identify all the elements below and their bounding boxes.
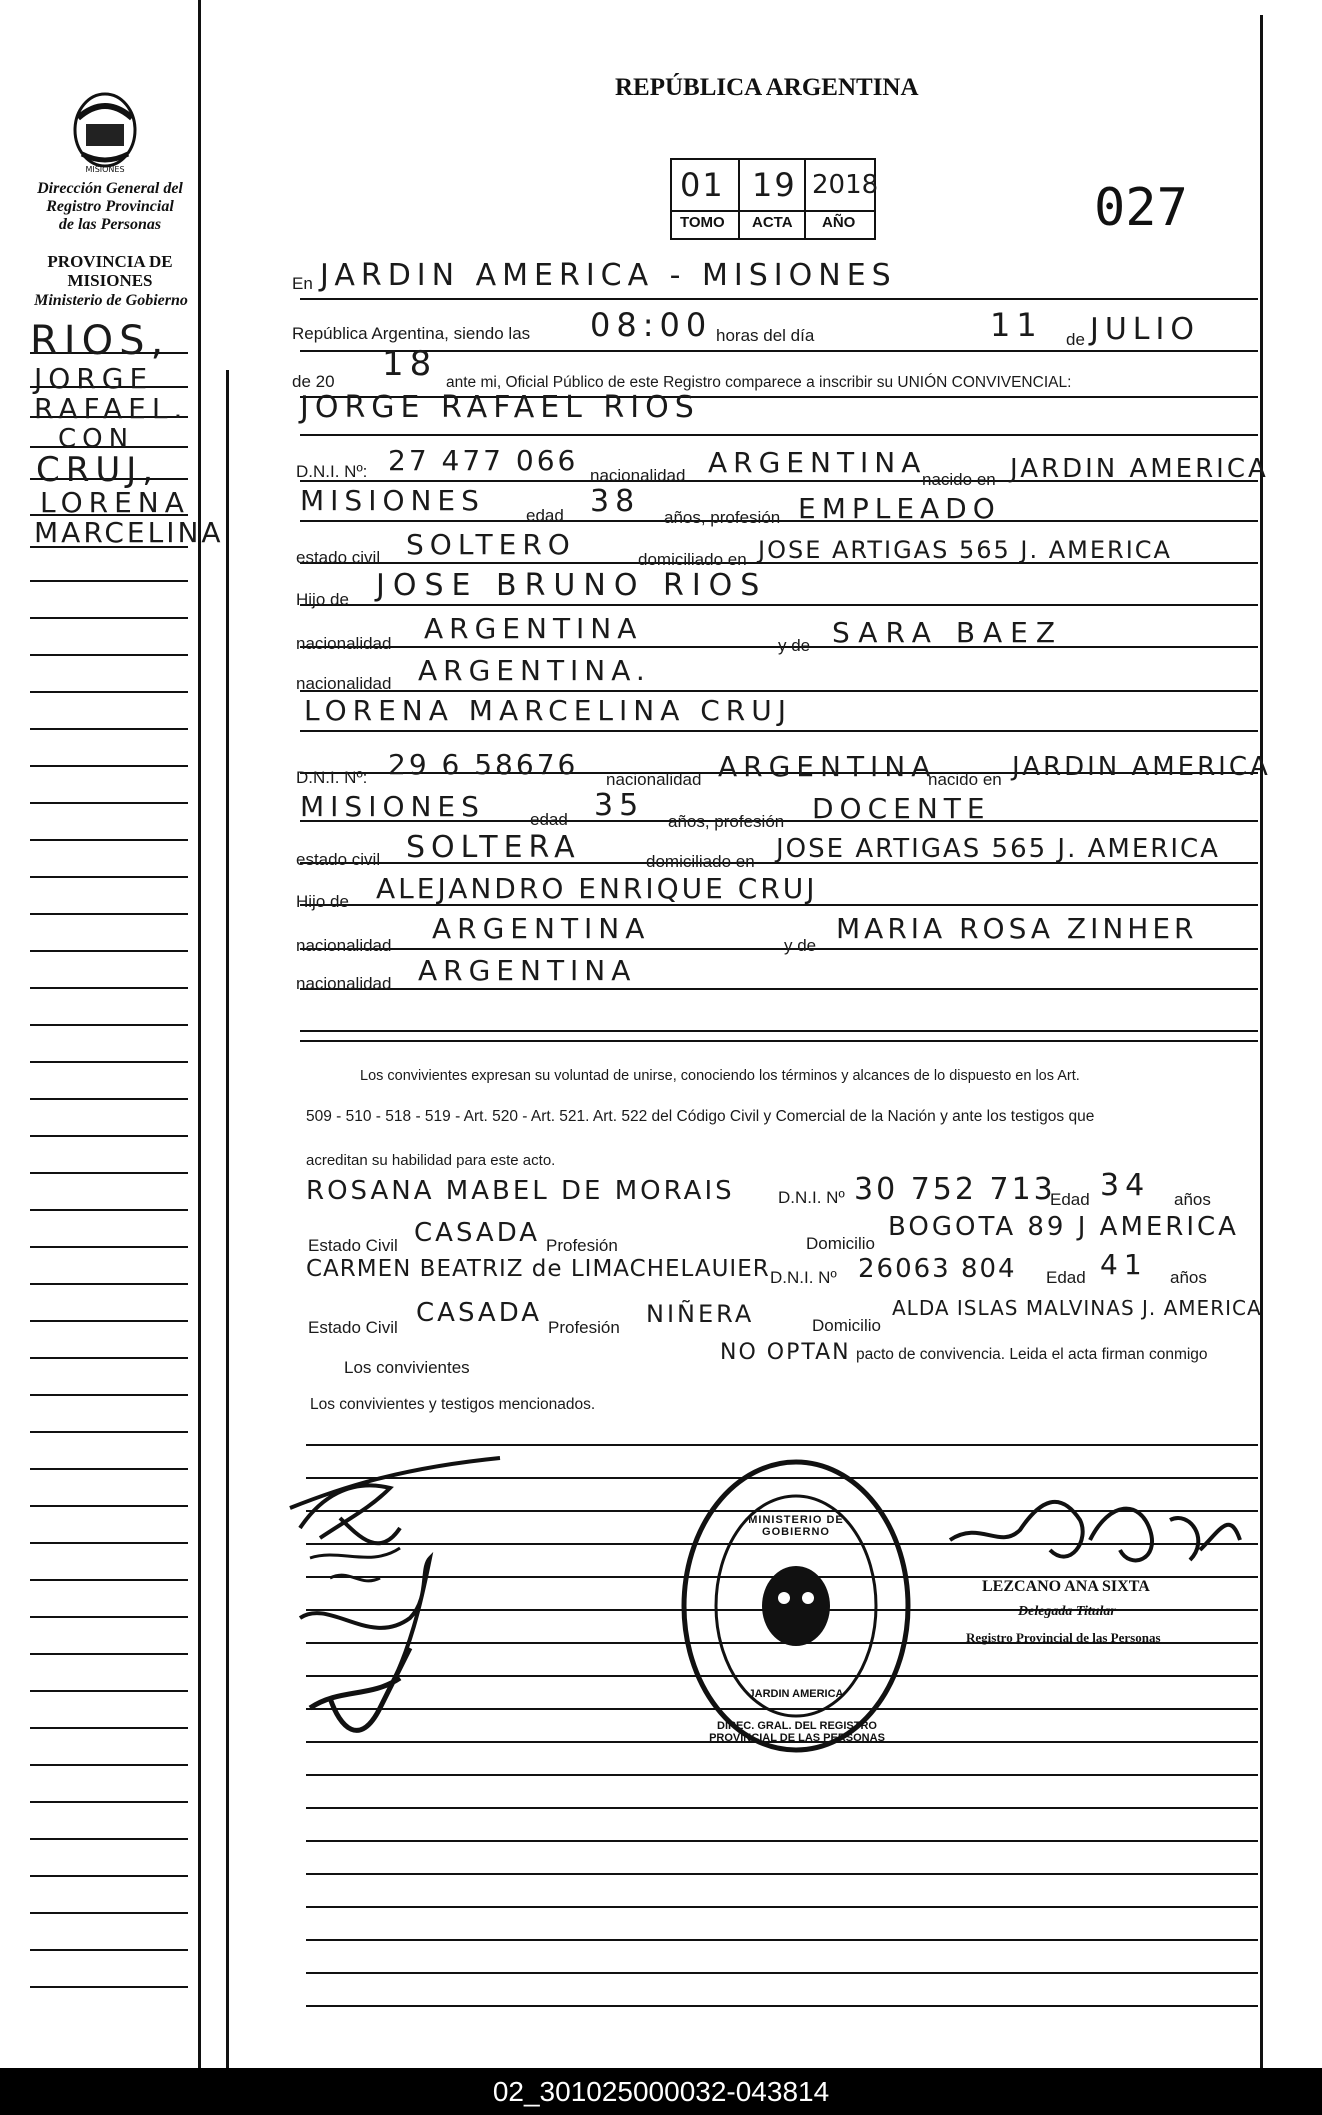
margin-name-5: CRUJ, [36, 450, 160, 490]
p2-father-nat: ARGENTINA [432, 912, 651, 945]
w2-estado-label: Estado Civil [308, 1318, 398, 1337]
w2-dni-label: D.N.I. Nº [770, 1268, 837, 1287]
margin-name-7: MARCELINA [34, 516, 224, 549]
p2-dom-label: domiciliado en [646, 852, 755, 871]
declaration-line2: 509 - 510 - 518 - 519 - Art. 520 - Art. 521. Art. 522 del Código Civil y Comercial de la Nación y ante los testigos que [306, 1108, 1095, 1125]
official-stamp [676, 1456, 916, 1761]
ano-value: 2018 [812, 170, 879, 200]
official-name: LEZCANO ANA SIXTA [982, 1578, 1150, 1595]
p1-hijo-label: Hijo de [296, 590, 349, 609]
form-rule [306, 2005, 1258, 2007]
ano-label: AÑO [822, 214, 856, 231]
margin-name-3: RAFAEL. [34, 392, 189, 425]
p1-nationality: ARGENTINA [708, 446, 927, 479]
margin-rule [30, 580, 188, 582]
p1-profession: EMPLEADO [798, 492, 1001, 525]
w1-dni: 30 752 713 [854, 1172, 1056, 1207]
w1-dni-label: D.N.I. Nº [778, 1188, 845, 1207]
stamp-inner: MINISTERIO DE GOBIERNO [748, 1514, 844, 1538]
margin-rule [30, 1098, 188, 1100]
stamp-city: JARDIN AMERICA [748, 1688, 844, 1700]
margin-rule [30, 987, 188, 989]
p2-nacido-label: nacido en [928, 770, 1002, 789]
w1-anos-label: años [1174, 1190, 1211, 1209]
p1-address: JOSE ARTIGAS 565 J. AMERICA [758, 536, 1172, 564]
day-value: 11 [990, 306, 1043, 344]
de20-label: de 20 [292, 372, 335, 391]
p1-dom-label: domiciliado en [638, 550, 747, 569]
registry-box [670, 158, 879, 240]
margin-rule [30, 1172, 188, 1174]
form-rule [300, 350, 1258, 352]
w2-anos-label: años [1170, 1268, 1207, 1287]
month-value: JULIO [1090, 312, 1200, 347]
form-rule [300, 1040, 1258, 1042]
p2-profession: DOCENTE [812, 792, 991, 825]
p2-prof-label: años, profesión [668, 812, 785, 831]
margin-rule [30, 1468, 188, 1470]
p2-estado-label: estado civil [296, 850, 381, 869]
left-border [198, 0, 201, 2068]
w1-prof-label: Profesión [546, 1236, 618, 1255]
form-rule [300, 730, 1258, 732]
tomo-value: 01 [680, 166, 725, 204]
optan-value: NO OPTAN [720, 1340, 851, 1365]
margin-rule [30, 1246, 188, 1248]
margin-rule [30, 1616, 188, 1618]
form-rule [306, 1774, 1258, 1776]
year-value: 18 [382, 344, 438, 384]
p1-prof-label: años, profesión [664, 508, 781, 527]
margin-rule [30, 1431, 188, 1433]
place-value: JARDIN AMERICA - MISIONES [320, 258, 897, 293]
sidebar-province-line2: MISIONES [67, 271, 153, 290]
form-rule [300, 434, 1258, 436]
margin-rule [30, 1320, 188, 1322]
sidebar-office-line1: Dirección General del [37, 180, 183, 197]
margin-rule [30, 1024, 188, 1026]
closing-line2: Los convivientes y testigos mencionados. [310, 1396, 596, 1413]
p2-nationality: ARGENTINA [718, 750, 937, 783]
p1-partner-name: LORENA MARCELINA CRUJ [304, 694, 793, 727]
p1-age: 38 [590, 484, 641, 519]
p1-mother: SARA BAEZ [832, 616, 1064, 649]
time-value: 08:00 [590, 306, 713, 344]
margin-rule [30, 839, 188, 841]
sidebar-province-line1: PROVINCIA DE [47, 252, 173, 271]
w1-estado-label: Estado Civil [308, 1236, 398, 1255]
p1-born-cont: MISIONES [300, 484, 485, 517]
ante-text: ante mi, Oficial Público de este Registro comparece a inscribir su UNIÓN CONVIVENCIAL: [446, 374, 1072, 391]
w2-address: ALDA ISLAS MALVINAS J. AMERICA [892, 1296, 1262, 1320]
form-rule [306, 1939, 1258, 1941]
p1-nacido-label: nacido en [922, 470, 996, 489]
w1-age: 34 [1100, 1168, 1151, 1203]
form-rule [306, 1873, 1258, 1875]
form-rule [300, 690, 1258, 692]
p1-father-nat: ARGENTINA [424, 612, 643, 645]
w2-dom-label: Domicilio [812, 1316, 881, 1335]
p2-civil-status: SOLTERA [406, 830, 581, 865]
p1-yde-label: y de [778, 636, 811, 655]
document-code: 02_301025000032-043814 [0, 2068, 1322, 2115]
margin-rule [30, 1135, 188, 1137]
w2-edad-label: Edad [1046, 1268, 1086, 1287]
p1-fnac-label: nacionalidad [296, 634, 392, 653]
form-rule [300, 298, 1258, 300]
form-rule [306, 1444, 1258, 1446]
w2-prof-label: Profesión [548, 1318, 620, 1337]
margin-rule [30, 1727, 188, 1729]
form-rule [300, 948, 1258, 950]
de-label: de [1066, 330, 1085, 349]
margin-rule [30, 691, 188, 693]
p2-address: JOSE ARTIGAS 565 J. AMERICA [776, 834, 1220, 864]
form-rule [306, 1807, 1258, 1809]
margin-rule [30, 913, 188, 915]
p2-mother-nat: ARGENTINA [418, 954, 637, 987]
p2-nac-label: nacionalidad [606, 770, 702, 789]
margin-rule [30, 1875, 188, 1877]
margin-rule [30, 1912, 188, 1914]
en-label: En [292, 274, 313, 293]
w2-dni: 26063 804 [858, 1254, 1017, 1284]
right-border [1260, 15, 1263, 2068]
p1-civil-status: SOLTERO [406, 528, 576, 561]
margin-name-1: RIOS, [30, 318, 170, 364]
p2-born-cont: MISIONES [300, 790, 485, 823]
margin-name-4: CON [58, 424, 135, 454]
form-rule [306, 1840, 1258, 1842]
official-title: Delegada Titular [1018, 1604, 1116, 1619]
p2-mnac-label: nacionalidad [296, 974, 392, 993]
p1-born-in: JARDIN AMERICA [1010, 454, 1269, 484]
margin-rule [30, 1283, 188, 1285]
sidebar-ministry: Ministerio de Gobierno [34, 292, 188, 309]
w2-name: CARMEN BEATRIZ de LIMACHELAUIER [306, 1256, 770, 1282]
margin-rule [30, 1394, 188, 1396]
pacto-text: pacto de convivencia. Leida el acta firman conmigo [856, 1346, 1208, 1363]
form-rule [300, 1030, 1258, 1032]
margin-rule [30, 1357, 188, 1359]
margin-rule [30, 765, 188, 767]
p1-dni-label: D.N.I. Nº: [296, 462, 368, 481]
w2-profession: NIÑERA [646, 1300, 755, 1328]
w1-name: ROSANA MABEL DE MORAIS [306, 1176, 735, 1206]
margin-name-6: LORENA [40, 486, 190, 519]
p2-born-in: JARDIN AMERICA [1012, 752, 1271, 782]
margin-rule [30, 1801, 188, 1803]
margin-rule [30, 1209, 188, 1211]
declaration-line1: Los convivientes expresan su voluntad de unirse, conociendo los términos y alcances de lo dispuesto en los Art. [360, 1068, 1080, 1084]
svg-text:MISIONES: MISIONES [85, 165, 125, 174]
margin-name-2: JORGE [34, 362, 154, 395]
convivientes-label: Los convivientes [344, 1358, 470, 1377]
w2-age: 41 [1100, 1248, 1148, 1281]
p2-dni: 29 6 58676 [388, 748, 579, 781]
margin-rule [30, 728, 188, 730]
act-number: 027 [1094, 178, 1188, 238]
sidebar-office-line2: Registro Provincial [46, 198, 174, 215]
p2-age: 35 [594, 788, 645, 823]
form-rule [300, 988, 1258, 990]
country-title: REPÚBLICA ARGENTINA [615, 74, 919, 101]
margin-rule [30, 1542, 188, 1544]
stamp-outer-text: DIREC. GRAL. DEL REGISTRO PROVINCIAL DE LAS PERSONAS [709, 1720, 885, 1744]
p2-fnac-label: nacionalidad [296, 936, 392, 955]
provincial-emblem [68, 88, 142, 181]
margin-rule [30, 617, 188, 619]
p1-estado-label: estado civil [296, 548, 381, 567]
margin-rule [30, 1838, 188, 1840]
margin-rule [30, 654, 188, 656]
w1-dom-label: Domicilio [806, 1234, 875, 1253]
p2-mother: MARIA ROSA ZINHER [836, 912, 1198, 945]
margin-rule [30, 950, 188, 952]
p2-father: ALEJANDRO ENRIQUE CRUJ [376, 872, 818, 905]
w1-address: BOGOTA 89 J AMERICA [888, 1212, 1239, 1242]
margin-rule [30, 1505, 188, 1507]
republica-text: República Argentina, siendo las [292, 324, 531, 343]
form-rule [300, 604, 1258, 606]
form-rule [306, 1906, 1258, 1908]
p2-hijo-label: Hijo de [296, 892, 349, 911]
person1-name: JORGE RAFAEL RIOS [300, 390, 700, 425]
p1-dni: 27 477 066 [388, 444, 579, 477]
p1-mnac-label: nacionalidad [296, 674, 392, 693]
horas-text: horas del día [716, 326, 815, 345]
margin-rule [30, 1061, 188, 1063]
official-office: Registro Provincial de las Personas [966, 1630, 1161, 1645]
w2-status: CASADA [416, 1298, 543, 1328]
tomo-label: TOMO [680, 214, 725, 231]
p2-dni-label: D.N.I. Nº: [296, 768, 368, 787]
signatures [280, 1448, 520, 1768]
margin-rule [30, 1653, 188, 1655]
w1-edad-label: Edad [1050, 1190, 1090, 1209]
margin-rule [30, 1764, 188, 1766]
margin-rule [30, 802, 188, 804]
margin-rule [30, 876, 188, 878]
margin-rule [30, 1986, 188, 1988]
w1-status: CASADA [414, 1218, 541, 1248]
p1-father: JOSE BRUNO RIOS [376, 568, 768, 603]
margin-rule [30, 1949, 188, 1951]
p1-nac-label: nacionalidad [590, 466, 686, 485]
acta-value: 19 [752, 166, 797, 204]
p1-edad-label: edad [526, 506, 564, 525]
margin-rule [30, 1579, 188, 1581]
inner-border [226, 370, 229, 2068]
p1-mother-nat: ARGENTINA. [418, 654, 651, 687]
p2-yde-label: y de [784, 936, 817, 955]
declaration-line3: acreditan su habilidad para este acto. [306, 1152, 556, 1169]
acta-label: ACTA [752, 214, 793, 231]
sidebar-office-line3: de las Personas [58, 216, 162, 233]
form-rule [306, 1972, 1258, 1974]
p2-edad-label: edad [530, 810, 568, 829]
margin-rule [30, 1690, 188, 1692]
